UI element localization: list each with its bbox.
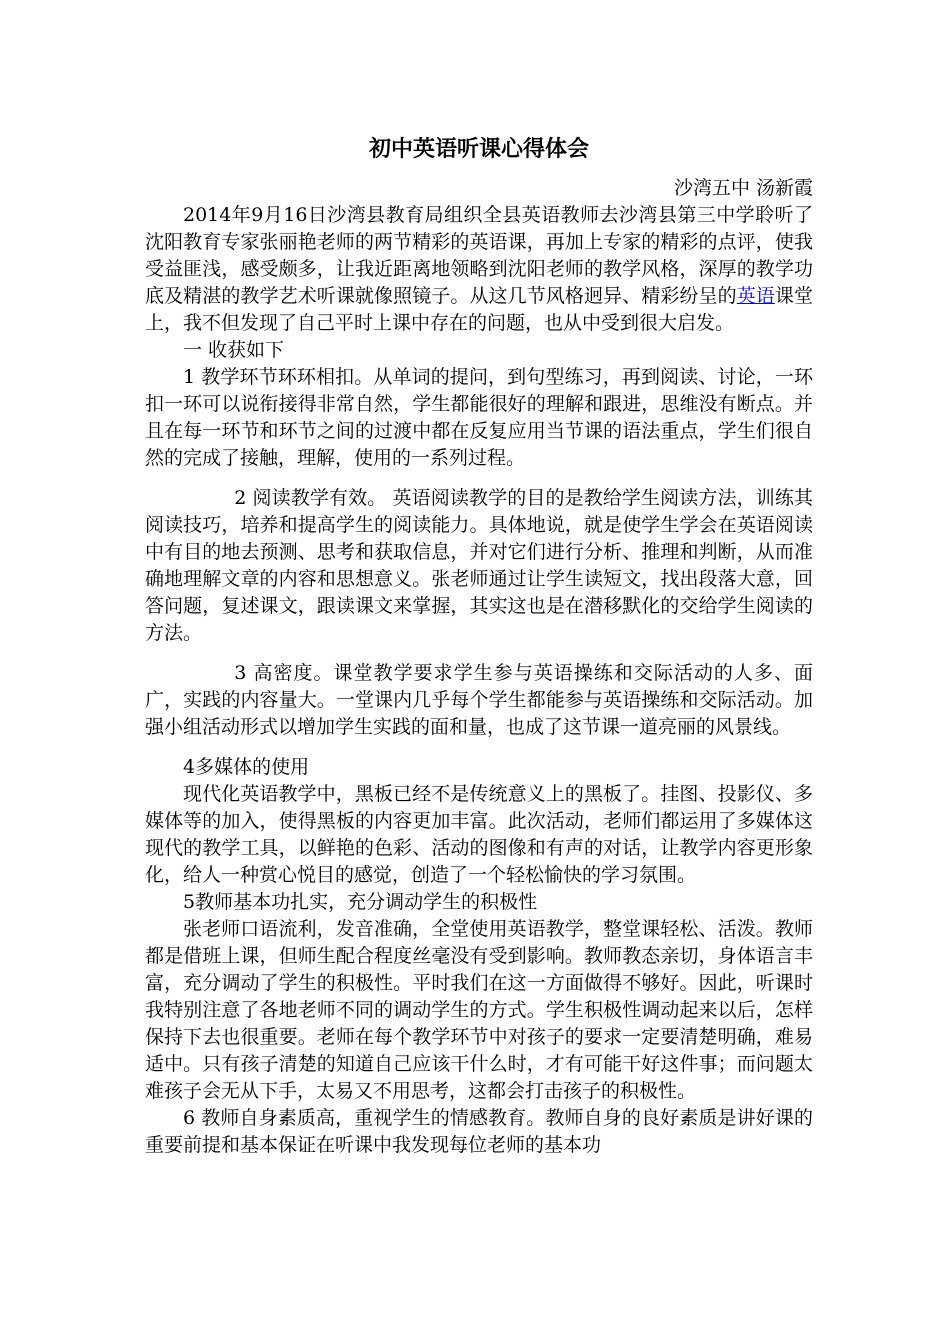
item-4-paragraph: 现代化英语教学中，黑板已经不是传统意义上的黑板了。挂图、投影仪、多媒体等的加入，使得黑板的内容更加丰富。此次活动，老师们都运用了多媒体这现代的教学工具，以鲜艳的色彩、活动的图像和有声的对话，让教学内容更形象化，给人一种赏心悦目的感觉，创造了一个轻松愉快的学习氛围。 bbox=[145, 783, 813, 886]
intro-paragraph bbox=[145, 202, 813, 337]
english-link[interactable]: 英语 bbox=[736, 285, 775, 307]
section-heading: 一 收获如下 bbox=[183, 339, 285, 361]
document-title: 初中英语听课心得体会 bbox=[368, 136, 589, 162]
item-2-paragraph: 2 阅读教学有效。 英语阅读教学的目的是教给学生阅读方法，训练其阅读技巧，培养和提高学生的阅读能力。具体地说，就是使学生学会在英语阅读中有目的地去预测、思考和获取信息，并对它们进行分析、推理和判断，从而准确地理解文章的内容和思想意义。张老师通过让学生读短文，找出段落大意，回答问题，复述课文，跟读课文来掌握，其实这也是在潜移默化的交给学生阅读的方法。 bbox=[145, 487, 813, 644]
item-6-paragraph: 6 教师自身素质高，重视学生的情感教育。教师自身的良好素质是讲好课的重要前提和基本保证在听课中我发现每位老师的基本功 bbox=[145, 1107, 813, 1156]
item-5-paragraph: 张老师口语流利，发音准确，全堂使用英语教学，整堂课轻松、活泼。教师都是借班上课，但师生配合程度丝毫没有受到影响。教师教态亲切，身体语言丰富，充分调动了学生的积极性。平时我们在这一方面做得不够好。因此，听课时我特别注意了各地老师不同的调动学生的方式。学生积极性调动起来以后，怎样保持下去也很重要。老师在每个教学环节中对孩子的要求一定要清楚明确，难易适中。只有孩子清楚的知道自己应该干什么时，才有可能干好这件事；而问题太难孩子会无从下手，太易又不用思考，这都会打击孩子的积极性。 bbox=[145, 918, 813, 1102]
author-line: 沙湾五中 汤新霞 bbox=[673, 177, 813, 199]
item-4-heading: 4多媒体的使用 bbox=[183, 756, 310, 778]
document-page bbox=[145, 132, 813, 1159]
intro-text-1: 2014年9月16日沙湾县教育局组织全县英语教师去沙湾县第三中学聆听了沈阳教育专家张丽艳老师的两节精彩的英语课，再加上专家的精彩的点评，使我受益匪浅，感受颇多，让我近距离地领略到沈阳老师的教学风格，深厚的教学功底及精湛的教学艺术听课就像照镜子。从这几节风格迥异、精彩纷呈的 bbox=[145, 204, 813, 307]
item-1-paragraph: 1 教学环节环环相扣。从单词的提问，到句型练习，再到阅读、讨论，一环扣一环可以说衔接得非常自然，学生都能很好的理解和跟进，思维没有断点。并且在每一环节和环节之间的过渡中都在反复应用当节课的语法重点，学生们很自然的完成了接触，理解，使用的一系列过程。 bbox=[145, 366, 813, 469]
item-5-heading: 5教师基本功扎实，充分调动学生的积极性 bbox=[183, 891, 538, 913]
item-3-paragraph: 3 高密度。课堂教学要求学生参与英语操练和交际活动的人多、面广，实践的内容量大。一堂课内几乎每个学生都能参与英语操练和交际活动。加强小组活动形式以增加学生实践的面和量，也成了这节课一道亮丽的风景线。 bbox=[145, 662, 813, 738]
intro-text-2: 课堂上，我不但发现了自己平时上课中存在的问题，也从中受到很大启发。 bbox=[145, 285, 813, 334]
